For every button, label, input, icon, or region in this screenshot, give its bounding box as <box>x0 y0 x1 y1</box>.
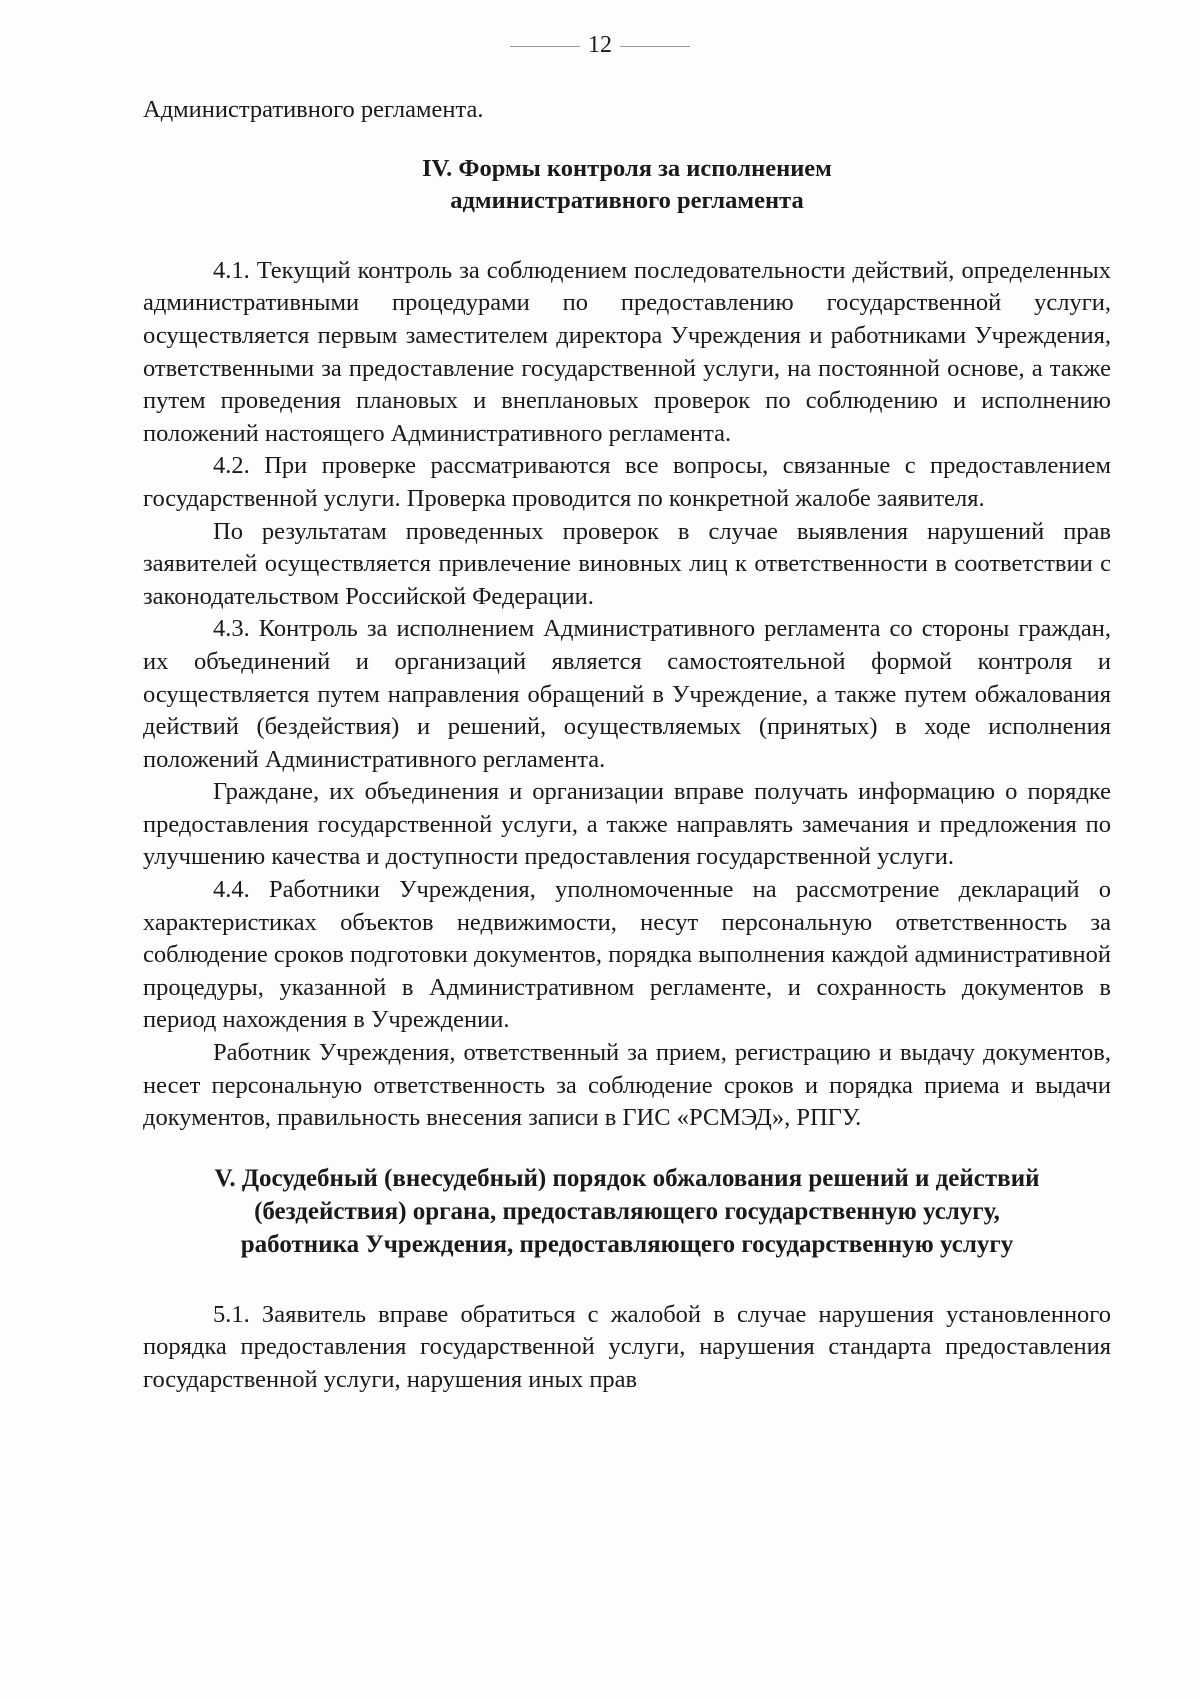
paragraph-4-3: 4.3. Контроль за исполнением Административного регламента со стороны граждан, их объединений и организаций является самостоятельной формой контроля и осуществляется путем направления обращений в Учреждение, а также путем обжалования действий (бездействия) и решений, осуществляемых (принятых) в ходе исполнения положений Административного регламента. <box>143 615 1111 773</box>
paragraph-4-2: 4.2. При проверке рассматриваются все вопросы, связанные с предоставлением государственной услуги. Проверка проводится по конкретной жалобе заявителя. <box>143 452 1111 512</box>
section-4-title-line-1: IV. Формы контроля за исполнением <box>422 154 832 182</box>
section-5-title-line-3: работника Учреждения, предоставляющего государственную услугу <box>240 1230 1014 1258</box>
section-5-heading <box>143 1162 1111 1261</box>
top-fragment: Административного регламента. <box>143 96 484 123</box>
document-body <box>143 94 1111 1397</box>
paragraph-4-4-employee: Работник Учреждения, ответственный за прием, регистрацию и выдачу документов, несет персональную ответственность за соблюдение сроков и порядка приема и выдачи документов, правильность внесения записи в ГИС «РСМЭД», РПГУ. <box>143 1039 1111 1132</box>
section-5-title-line-2: (бездействия) органа, предоставляющего государственную услугу, <box>254 1197 1000 1225</box>
page-number: 12 <box>0 30 1200 60</box>
paragraph-4-2-results: По результатам проведенных проверок в случае выявления нарушений прав заявителей осуществляется привлечение виновных лиц к ответственности в соответствии с законодательством Российской Федерации. <box>143 517 1111 610</box>
paragraph-4-4: 4.4. Работники Учреждения, уполномоченные на рассмотрение деклараций о характеристиках объектов недвижимости, несут персональную ответственность за соблюдение сроков подготовки документов, порядка выполнения каждой административной процедуры, указанной в Административном регламенте, и сохранность документов в период нахождения в Учреждении. <box>143 876 1111 1034</box>
section-4-title-line-2: административного регламента <box>450 187 804 215</box>
paragraph-4-3-citizens: Граждане, их объединения и организации вправе получать информацию о порядке предоставления государственной услуги, а также направлять замечания и предложения по улучшению качества и доступности предоставления государственной услуги. <box>143 778 1111 871</box>
paragraph-5-1: 5.1. Заявитель вправе обратиться с жалобой в случае нарушения установленного порядка предоставления государственной услуги, нарушения стандарта предоставления государственной услуги, нарушения иных прав <box>143 1300 1111 1393</box>
section-4-heading <box>143 153 1111 218</box>
paragraph-4-1: 4.1. Текущий контроль за соблюдением последовательности действий, определенных административными процедурами по предоставлению государственной услуги, осуществляется первым заместителем директора Учреждения и работниками Учреждения, ответственными за предоставление государственной услуги, на постоянной основе, а также путем проведения плановых и внеплановых проверок по соблюдению и исполнению положений настоящего Административного регламента. <box>143 256 1111 447</box>
section-5-title-line-1: V. Досудебный (внесудебный) порядок обжалования решений и действий <box>214 1164 1040 1192</box>
